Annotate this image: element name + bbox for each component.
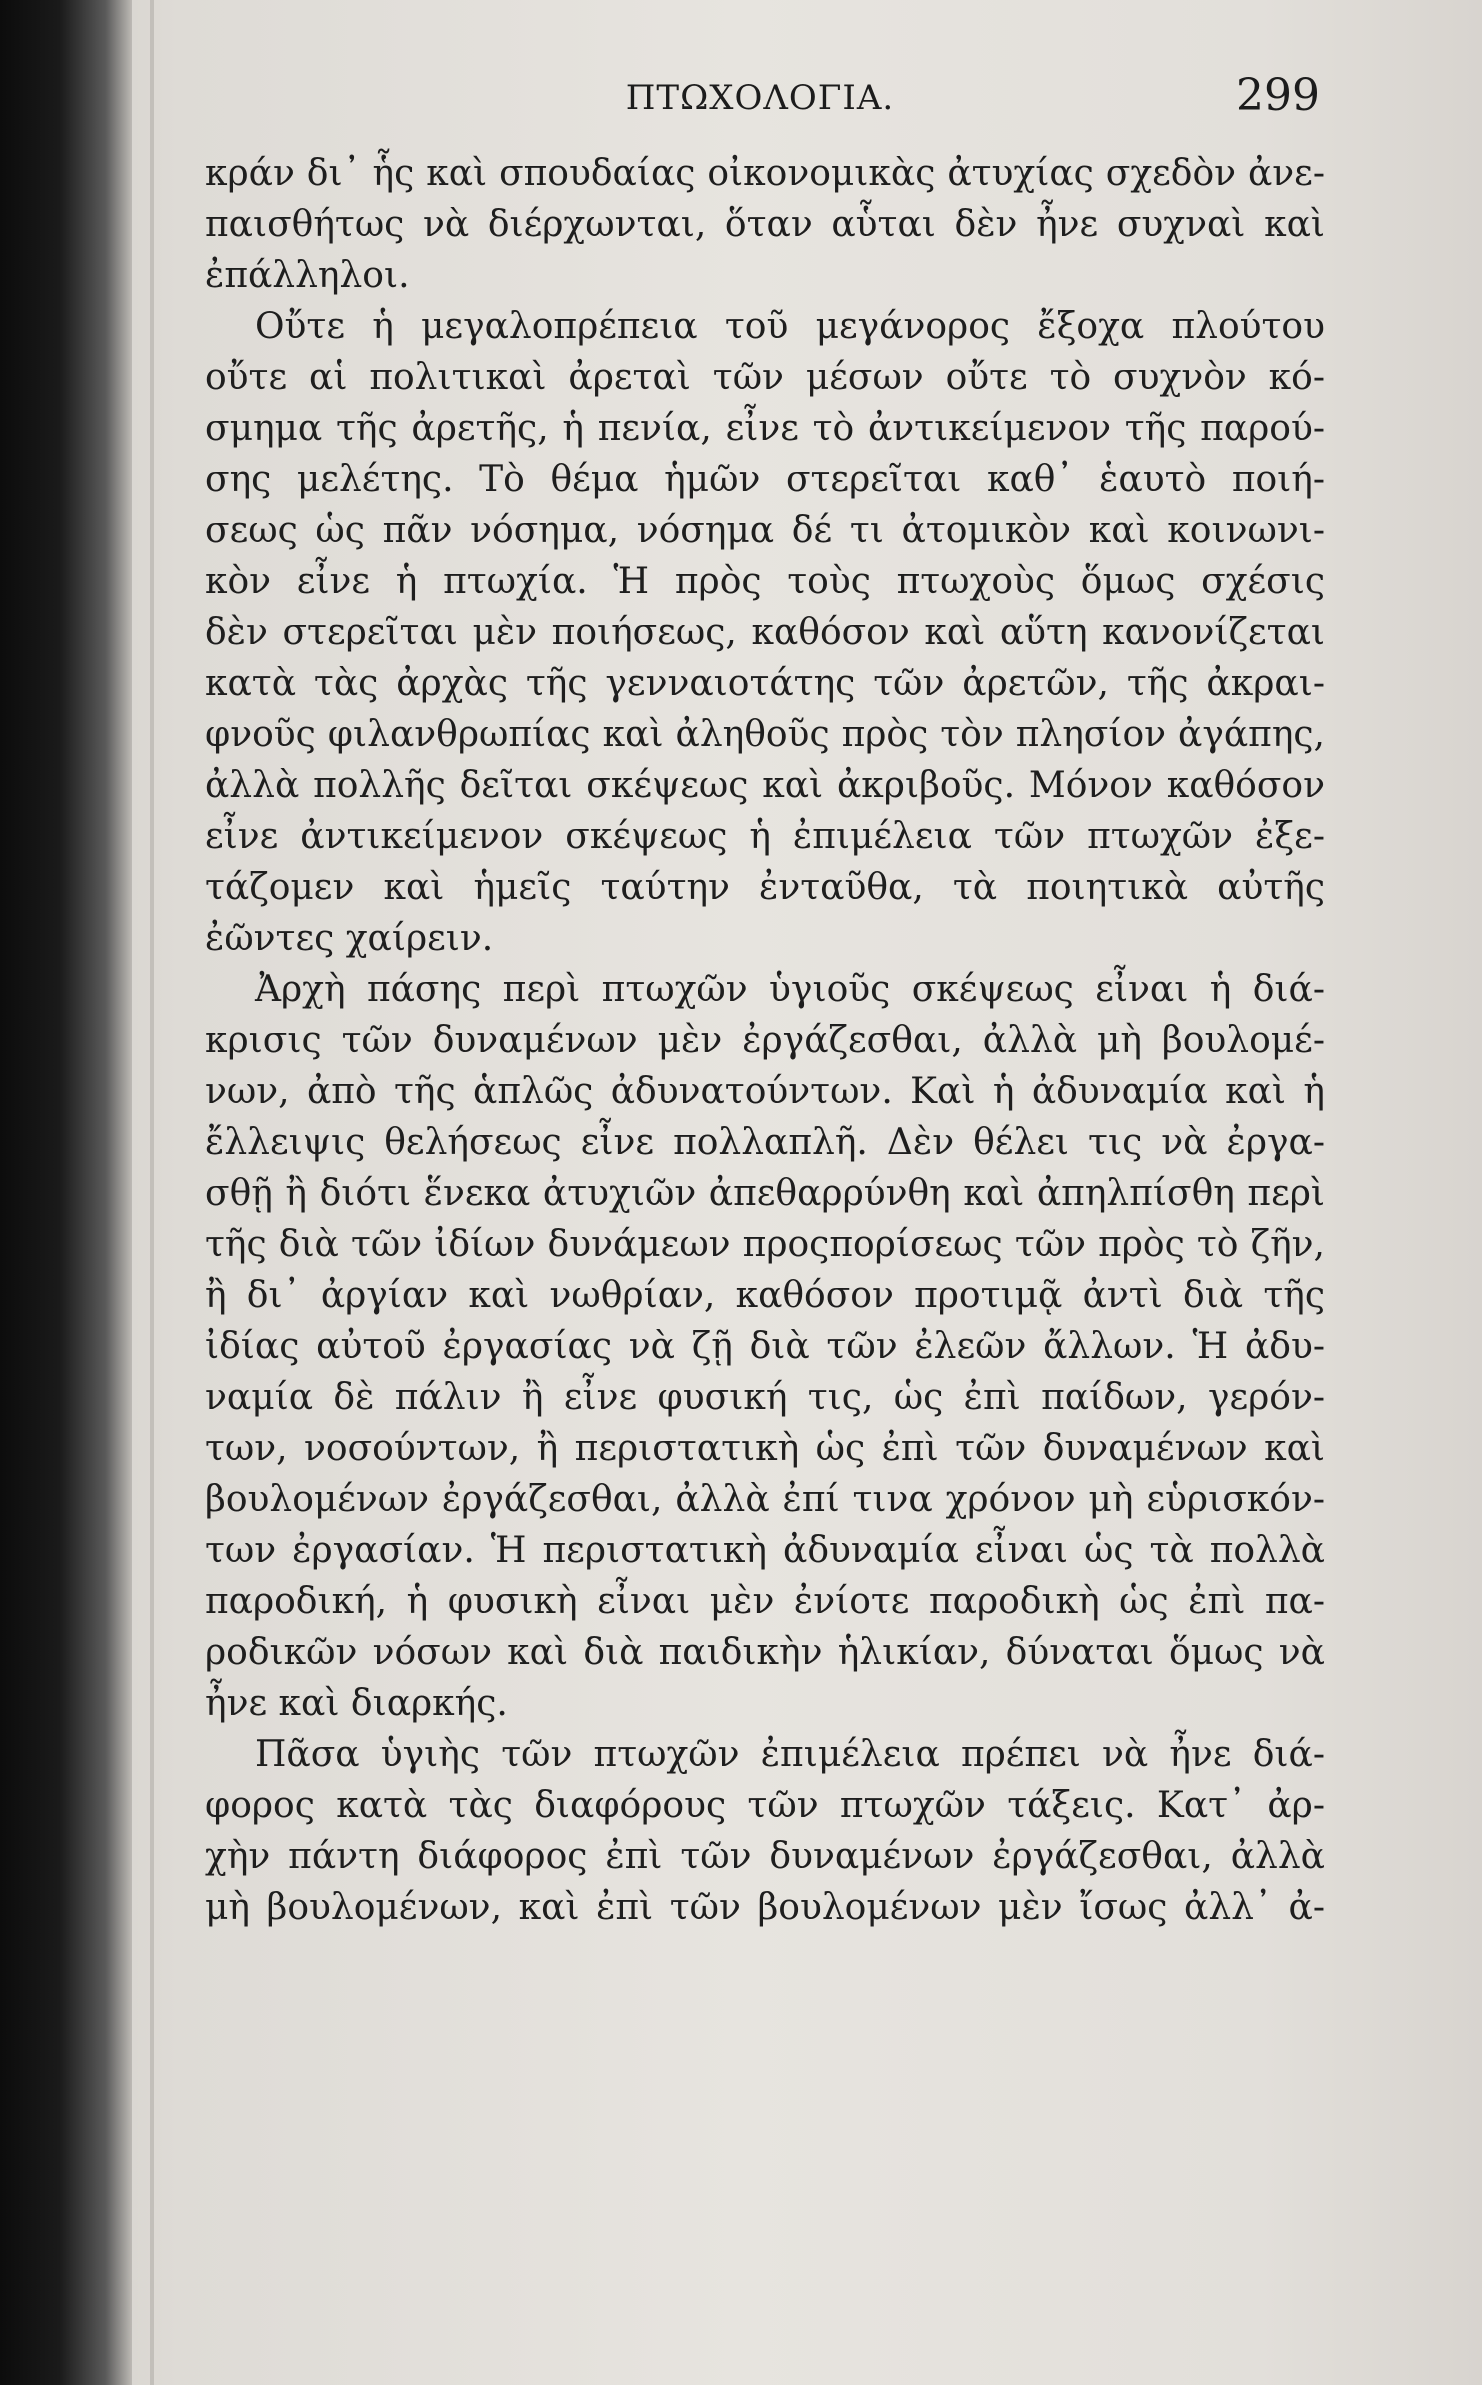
text-line: παισθήτως νὰ διέρχωνται, ὅταν αὗται δὲν ἦνε συχναὶ καὶ <box>205 204 1325 245</box>
text-line: ἀλλὰ πολλῆς δεῖται σκέψεως καὶ ἀκριβοῦς. Μόνον καθόσον <box>205 765 1325 806</box>
text-line: νων, ἀπὸ τῆς ἁπλῶς ἀδυνατούντων. Καὶ ἡ ἀδυναμία καὶ ἡ <box>205 1071 1325 1112</box>
text-line: ἔλλειψις θελήσεως εἶνε πολλαπλῆ. Δὲν θέλει τις νὰ ἐργα- <box>205 1122 1325 1163</box>
text-line: ἦνε καὶ διαρκής. <box>205 1683 508 1724</box>
text-line: βουλομένων ἐργάζεσθαι, ἀλλὰ ἐπί τινα χρόνον μὴ εὑρισκόν- <box>205 1479 1325 1520</box>
text-line: Πᾶσα ὑγιὴς τῶν πτωχῶν ἐπιμέλεια πρέπει νὰ ἦνε διά- <box>255 1734 1325 1775</box>
text-line: παροδική, ἡ φυσικὴ εἶναι μὲν ἐνίοτε παροδικὴ ὡς ἐπὶ πα- <box>205 1581 1325 1622</box>
text-line: Οὔτε ἡ μεγαλοπρέπεια τοῦ μεγάνορος ἔξοχα πλούτου <box>255 306 1325 347</box>
text-line: φορος κατὰ τὰς διαφόρους τῶν πτωχῶν τάξεις. Κατ᾽ ἀρ- <box>205 1785 1325 1826</box>
text-line: κὸν εἶνε ἡ πτωχία. Ἡ πρὸς τοὺς πτωχοὺς ὅμως σχέσις <box>205 561 1325 602</box>
text-line: ναμία δὲ πάλιν ἢ εἶνε φυσική τις, ὡς ἐπὶ παίδων, γερόν- <box>205 1377 1325 1418</box>
text-line: ἰδίας αὐτοῦ ἐργασίας νὰ ζῇ διὰ τῶν ἐλεῶν ἄλλων. Ἡ ἀδυ- <box>205 1326 1325 1367</box>
text-line: τάζομεν καὶ ἡμεῖς ταύτην ἐνταῦθα, τὰ ποιητικὰ αὐτῆς <box>205 867 1325 908</box>
text-line: κράν δι᾽ ἧς καὶ σπουδαίας οἰκονομικὰς ἀτυχίας σχεδὸν ἀνε- <box>205 153 1325 194</box>
body-text <box>205 148 1325 1933</box>
text-line: των, νοσούντων, ἢ περιστατικὴ ὡς ἐπὶ τῶν δυναμένων καὶ <box>205 1428 1325 1469</box>
text-line: οὔτε αἱ πολιτικαὶ ἀρεταὶ τῶν μέσων οὔτε τὸ συχνὸν κό- <box>205 357 1325 398</box>
text-line: δὲν στερεῖται μὲν ποιήσεως, καθόσον καὶ αὕτη κανονίζεται <box>205 612 1325 653</box>
text-line: σεως ὡς πᾶν νόσημα, νόσημα δέ τι ἀτομικὸν καὶ κοινωνι- <box>205 510 1325 551</box>
running-title: ΠΤΩΧΟΛΟΓΙΑ. <box>625 78 895 118</box>
text-line: χὴν πάντη διάφορος ἐπὶ τῶν δυναμένων ἐργάζεσθαι, ἀλλὰ <box>205 1836 1325 1877</box>
page-number: 299 <box>1236 70 1320 121</box>
page-fold-line <box>150 0 154 2385</box>
text-line: των ἐργασίαν. Ἡ περιστατικὴ ἀδυναμία εἶναι ὡς τὰ πολλὰ <box>205 1530 1325 1571</box>
book-gutter-shadow <box>0 0 132 2385</box>
text-line: ἐπάλληλοι. <box>205 255 410 296</box>
text-line: ροδικῶν νόσων καὶ διὰ παιδικὴν ἡλικίαν, δύναται ὅμως νὰ <box>205 1632 1325 1673</box>
text-line: ἢ δι᾽ ἀργίαν καὶ νωθρίαν, καθόσον προτιμᾷ ἀντὶ διὰ τῆς <box>205 1275 1325 1316</box>
text-line: εἶνε ἀντικείμενον σκέψεως ἡ ἐπιμέλεια τῶν πτωχῶν ἐξε- <box>205 816 1325 857</box>
page-header <box>200 70 1320 130</box>
text-line: Ἀρχὴ πάσης περὶ πτωχῶν ὑγιοῦς σκέψεως εἶναι ἡ διά- <box>255 969 1325 1010</box>
text-line: ἐῶντες χαίρειν. <box>205 918 494 959</box>
text-line: κρισις τῶν δυναμένων μὲν ἐργάζεσθαι, ἀλλὰ μὴ βουλομέ- <box>205 1020 1325 1061</box>
text-line: σθῇ ἢ διότι ἕνεκα ἀτυχιῶν ἀπεθαρρύνθη καὶ ἀπηλπίσθη περὶ <box>205 1173 1325 1214</box>
text-line: μὴ βουλομένων, καὶ ἐπὶ τῶν βουλομένων μὲν ἴσως ἀλλ᾽ ἀ- <box>205 1887 1325 1928</box>
text-line: κατὰ τὰς ἀρχὰς τῆς γενναιοτάτης τῶν ἀρετῶν, τῆς ἀκραι- <box>205 663 1325 704</box>
text-line: φνοῦς φιλανθρωπίας καὶ ἀληθοῦς πρὸς τὸν πλησίον ἀγάπης, <box>205 714 1325 755</box>
text-line: σμημα τῆς ἀρετῆς, ἡ πενία, εἶνε τὸ ἀντικείμενον τῆς παρού- <box>205 408 1325 449</box>
text-line: τῆς διὰ τῶν ἰδίων δυνάμεων προςπορίσεως τῶν πρὸς τὸ ζῆν, <box>205 1224 1325 1265</box>
text-line: σης μελέτης. Τὸ θέμα ἡμῶν στερεῖται καθ᾽ ἑαυτὸ ποιή- <box>205 459 1325 500</box>
